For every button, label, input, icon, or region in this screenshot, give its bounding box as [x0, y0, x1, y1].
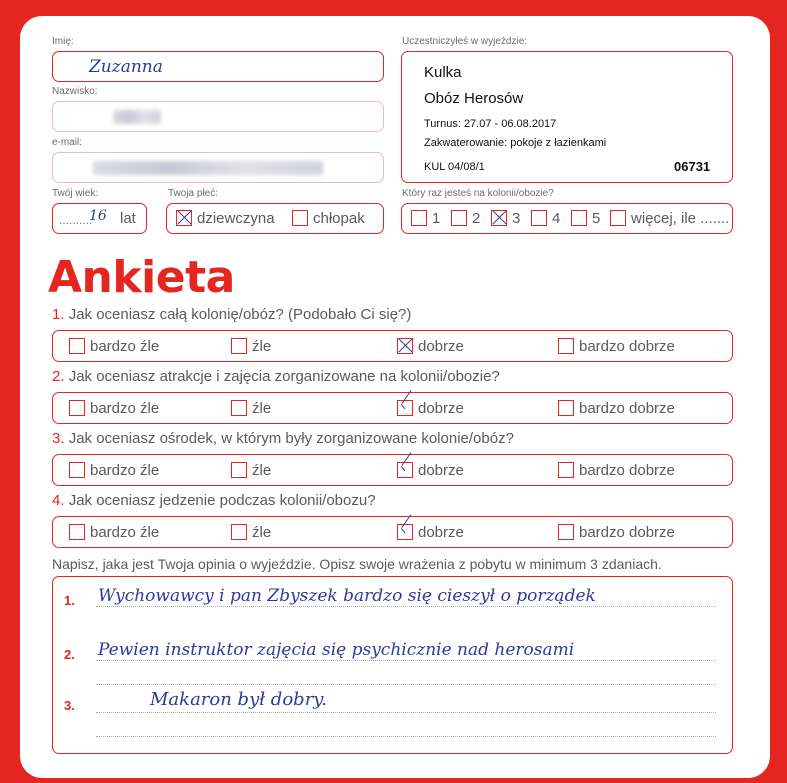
checkbox-icon[interactable]: [176, 210, 192, 226]
option-bardzo-zle[interactable]: bardzo źle: [69, 399, 159, 417]
opinion-rule-3: [96, 712, 716, 713]
age-unit: lat: [120, 210, 136, 227]
email-field[interactable]: [52, 152, 384, 183]
checkbox-icon[interactable]: [397, 524, 413, 540]
option-dobrze[interactable]: dobrze: [397, 399, 464, 417]
checkbox-icon[interactable]: [411, 210, 427, 226]
checkbox-icon[interactable]: [558, 338, 574, 354]
gender-girl-option[interactable]: dziewczyna: [176, 209, 275, 227]
age-label: Twój wiek:: [52, 188, 99, 199]
page-title: Ankieta: [48, 252, 235, 303]
opinion-line-number-1: 1.: [64, 593, 75, 608]
option-zle[interactable]: źle: [231, 461, 271, 479]
option-dobrze[interactable]: dobrze: [397, 523, 464, 541]
option-dobrze[interactable]: dobrze: [397, 461, 464, 479]
option-bardzo-zle[interactable]: bardzo źle: [69, 461, 159, 479]
answer-row-3: [52, 454, 733, 486]
opinion-rule-3b: [96, 736, 716, 737]
email-label: e-mail:: [52, 137, 83, 148]
opinion-rule-2: [96, 660, 716, 661]
surname-redacted: [113, 110, 161, 124]
option-zle[interactable]: źle: [231, 523, 271, 541]
age-field[interactable]: [52, 203, 147, 234]
option-bardzo-dobrze[interactable]: bardzo dobrze: [558, 337, 675, 355]
times-option-5[interactable]: 5: [571, 209, 600, 227]
camp-number: 06731: [674, 159, 711, 174]
times-option-3[interactable]: 3: [491, 209, 520, 227]
checkbox-icon[interactable]: [397, 400, 413, 416]
camp-place: Kulka: [424, 64, 462, 81]
checkbox-icon[interactable]: [231, 400, 247, 416]
option-zle[interactable]: źle: [231, 399, 271, 417]
option-zle[interactable]: źle: [231, 337, 271, 355]
opinion-rule-1: [96, 606, 716, 607]
checkbox-icon[interactable]: [69, 400, 85, 416]
question-1: 1. Jak oceniasz całą kolonię/obóz? (Podobało Ci się?): [52, 306, 412, 323]
name-field[interactable]: [52, 51, 384, 82]
camp-code: KUL 04/08/1: [424, 161, 485, 173]
name-value: Zuzanna: [89, 57, 163, 77]
option-bardzo-dobrze[interactable]: bardzo dobrze: [558, 523, 675, 541]
option-bardzo-dobrze[interactable]: bardzo dobrze: [558, 399, 675, 417]
option-dobrze[interactable]: dobrze: [397, 337, 464, 355]
checkbox-icon[interactable]: [69, 338, 85, 354]
option-bardzo-zle[interactable]: bardzo źle: [69, 337, 159, 355]
gender-boy-option[interactable]: chłopak: [292, 209, 365, 227]
times-option-2[interactable]: 2: [451, 209, 480, 227]
gender-label: Twoja płeć:: [168, 188, 219, 199]
question-2: 2. Jak oceniasz atrakcje i zajęcia zorganizowane na kolonii/obozie?: [52, 368, 500, 385]
checkbox-icon[interactable]: [558, 400, 574, 416]
opinion-prompt: Napisz, jaka jest Twoja opinia o wyjeździe. Opisz swoje wrażenia z pobytu w minimum 3 zdaniach.: [52, 556, 662, 572]
age-dots: ..........: [59, 213, 93, 227]
checkbox-icon[interactable]: [292, 210, 308, 226]
opinion-text-3: Makaron był dobry.: [150, 689, 327, 710]
checkbox-icon[interactable]: [397, 338, 413, 354]
checkbox-icon[interactable]: [397, 462, 413, 478]
checkbox-icon[interactable]: [610, 210, 626, 226]
checkbox-icon[interactable]: [558, 462, 574, 478]
camp-box: [401, 51, 733, 183]
checkbox-icon[interactable]: [231, 524, 247, 540]
email-redacted: [93, 161, 323, 175]
surname-label: Nazwisko:: [52, 86, 98, 97]
option-bardzo-zle[interactable]: bardzo źle: [69, 523, 159, 541]
checkbox-icon[interactable]: [231, 338, 247, 354]
question-4: 4. Jak oceniasz jedzenie podczas kolonii/obozu?: [52, 492, 376, 509]
times-option-more[interactable]: więcej, ile .......: [610, 209, 729, 227]
checkbox-icon[interactable]: [558, 524, 574, 540]
opinion-line-number-2: 2.: [64, 647, 75, 662]
camp-label: Uczestniczyłeś w wyjeździe:: [402, 36, 528, 47]
checkbox-icon[interactable]: [69, 462, 85, 478]
times-label: Który raz jesteś na kolonii/obozie?: [402, 188, 554, 199]
age-value: 16: [89, 208, 107, 224]
answer-row-1: [52, 330, 733, 362]
checkbox-icon[interactable]: [491, 210, 507, 226]
opinion-text-2: Pewien instruktor zajęcia się psychicznie nad herosami: [98, 640, 575, 660]
times-field: [401, 203, 733, 234]
name-label: Imię:: [52, 36, 74, 47]
answer-row-4: [52, 516, 733, 548]
camp-accommodation: Zakwaterowanie: pokoje z łazienkami: [424, 137, 607, 149]
checkbox-icon[interactable]: [69, 524, 85, 540]
opinion-rule-2b: [96, 684, 716, 685]
camp-name: Obóz Herosów: [424, 90, 524, 107]
question-3: 3. Jak oceniasz ośrodek, w którym były zorganizowane kolonie/obóz?: [52, 430, 514, 447]
gender-field: [166, 203, 384, 234]
camp-turnus: Turnus: 27.07 - 06.08.2017: [424, 118, 557, 130]
opinion-line-number-3: 3.: [64, 698, 75, 713]
times-option-1[interactable]: 1: [411, 209, 440, 227]
checkbox-icon[interactable]: [231, 462, 247, 478]
answer-row-2: [52, 392, 733, 424]
surname-field[interactable]: [52, 101, 384, 132]
checkbox-icon[interactable]: [571, 210, 587, 226]
checkbox-icon[interactable]: [531, 210, 547, 226]
times-option-4[interactable]: 4: [531, 209, 560, 227]
option-bardzo-dobrze[interactable]: bardzo dobrze: [558, 461, 675, 479]
opinion-text-1: Wychowawcy i pan Zbyszek bardzo się cieszył o porządek: [98, 586, 596, 606]
checkbox-icon[interactable]: [451, 210, 467, 226]
